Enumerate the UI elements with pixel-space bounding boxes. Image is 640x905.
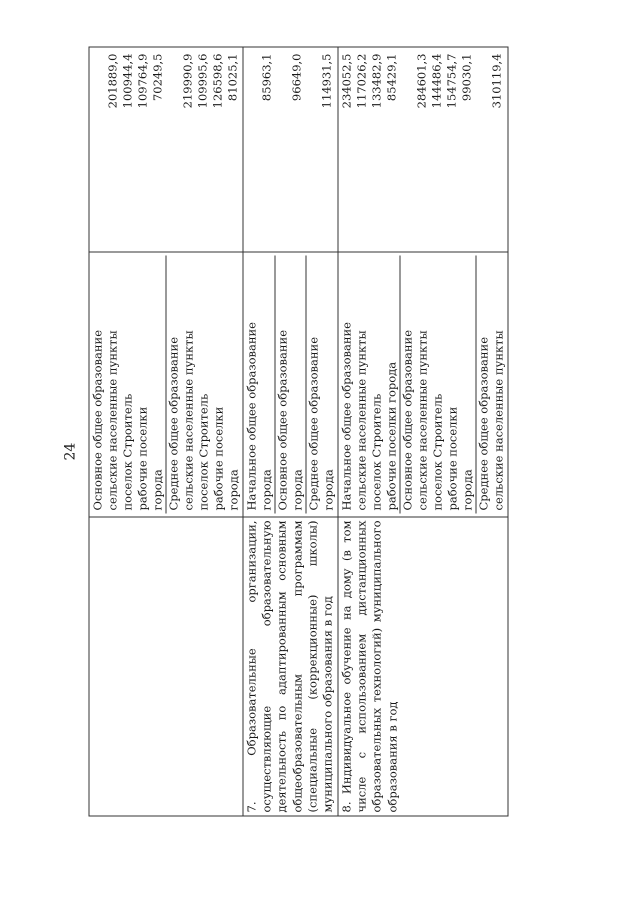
settlement-label: сельские населенные пункты [181, 330, 195, 511]
description-cell [89, 517, 243, 816]
level-title: Основное общее образование [400, 329, 414, 511]
cost-value: 133482,9 [369, 53, 383, 109]
value-cell [89, 47, 243, 252]
settlement-label: города [321, 469, 335, 511]
table-row [338, 47, 508, 816]
level-block [244, 256, 274, 514]
cost-value: 201889,0 [105, 53, 119, 109]
cost-value: 85429,1 [384, 53, 398, 102]
cost-value: 126598,6 [210, 53, 224, 109]
tariff-table [88, 47, 508, 817]
level-title: Основное общее образование [90, 329, 104, 511]
cost-value: 219990,9 [180, 53, 194, 109]
cost-value: 109764,9 [135, 53, 149, 109]
level-cell [89, 252, 243, 517]
level-title: Начальное общее образование [339, 322, 353, 511]
description-cell: 8. Индивидуальное обучение на дому (в том числе с использованием дистанционных образовательных технологий) муниципального образования в год [338, 517, 508, 816]
settlement-label: города [460, 469, 474, 511]
cost-value: 109995,6 [195, 53, 209, 109]
settlement-label: рабочие поселки [211, 406, 225, 511]
settlement-label: города [226, 469, 240, 511]
cost-value: 154754,7 [444, 53, 458, 109]
cost-value: 114931,5 [319, 53, 333, 109]
settlement-label: сельские населенные пункты [354, 330, 368, 511]
cost-value: 117026,2 [354, 53, 368, 109]
settlement-label: сельские населенные пункты [415, 330, 429, 511]
settlement-label: города [259, 469, 273, 511]
table-row [89, 47, 243, 816]
settlement-label: сельские населенные пункты [105, 330, 119, 511]
level-cell [338, 252, 508, 517]
cost-value: 96649,0 [289, 53, 303, 102]
settlement-label: города [290, 469, 304, 511]
level-block [475, 256, 506, 514]
value-cell [243, 47, 338, 252]
level-title: Начальное общее образование [244, 322, 258, 511]
level-block [165, 256, 241, 514]
level-block [274, 256, 305, 514]
cost-value: 100944,4 [120, 53, 134, 109]
settlement-label: поселок Строитель [430, 393, 444, 511]
cost-value: 234052,5 [339, 53, 353, 109]
cost-value: 81025,1 [225, 53, 239, 102]
value-block [90, 51, 165, 249]
settlement-label: поселок Строитель [120, 393, 134, 511]
settlement-label: города [150, 469, 164, 511]
page-number: 24 [62, 442, 78, 461]
description-cell: 7. Образовательные организации, осуществляющие образовательную деятельность по адаптированным основным общеобразовательным программам (специальные (коррекционные) школы) муниципального образования в год [243, 517, 338, 816]
level-block [90, 256, 165, 514]
level-cell [243, 252, 338, 517]
cost-value: 70249,5 [150, 53, 164, 102]
value-cell [338, 47, 508, 252]
cost-value: 85963,1 [259, 53, 273, 102]
level-block [339, 256, 399, 514]
settlement-label: поселок Строитель [369, 393, 383, 511]
settlement-label: рабочие поселки города [384, 361, 398, 511]
cost-value: 144486,4 [429, 53, 443, 109]
settlement-label: рабочие поселки [135, 406, 149, 511]
level-title: Среднее общее образование [166, 336, 180, 511]
settlement-label: сельские населенные пункты [491, 330, 505, 511]
level-title: Основное общее образование [275, 329, 289, 511]
value-block [165, 51, 240, 249]
cost-value: 284601,3 [414, 53, 428, 109]
level-block [305, 256, 336, 514]
level-block [399, 256, 475, 514]
level-title: Среднее общее образование [306, 336, 320, 511]
settlement-label: рабочие поселки [445, 406, 459, 511]
level-title: Среднее общее образование [476, 336, 490, 511]
settlement-label: поселок Строитель [196, 393, 210, 511]
table-row [243, 47, 338, 816]
cost-value: 310119,4 [489, 53, 503, 109]
cost-value: 99030,1 [459, 53, 473, 102]
